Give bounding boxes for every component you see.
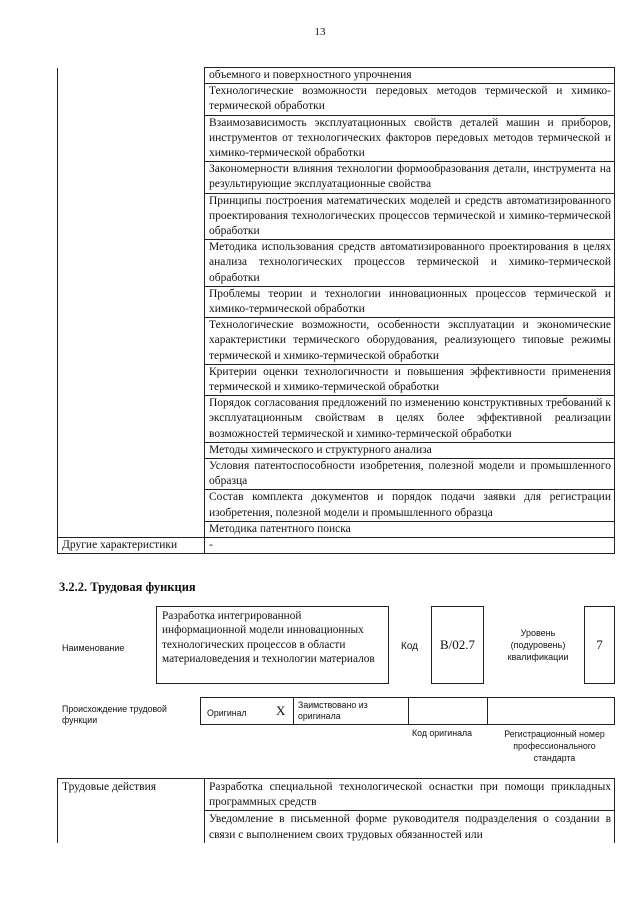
table-row [58, 779, 615, 811]
knowledge-item: Критерии оценки технологичности и повышения эффективности применения термической и химико-термической обработки [205, 364, 615, 395]
function-name-box [156, 606, 389, 684]
table-row [58, 68, 615, 84]
other-characteristics-value: - [205, 538, 615, 554]
knowledge-item: Состав комплекта документов и порядок подачи заявки для регистрации изобретения, полезной модели и промышленного образца [205, 490, 615, 521]
table-row [58, 538, 615, 554]
knowledge-item: Технологические возможности, особенности эксплуатации и экономические характеристики термического оборудования, реализующего типовые режимы термической и химико-термической обработки [205, 318, 615, 365]
other-characteristics-label: Другие характеристики [58, 538, 205, 554]
section-title: 3.2.2. Трудовая функция [59, 580, 196, 594]
code-value: B/02.7 [439, 637, 476, 652]
level-box [584, 606, 615, 684]
knowledge-item: Взаимозависимость эксплуатационных свойств деталей машин и приборов, инструментов от технологических факторов передовых методов термической и химико-термической обработки [205, 115, 615, 162]
reg-number-label: Регистрационный номер профессионального стандарта [504, 729, 605, 763]
knowledge-item: Условия патентоспособности изобретения, полезной модели и промышленного образца [205, 459, 615, 490]
knowledge-item: Методика использования средств автоматизированного проектирования в целях анализа технологических процессов термической и химико-термической обработки [205, 240, 615, 287]
original-label: Оригинал [207, 708, 247, 718]
borrowed-cell [293, 698, 407, 724]
knowledge-item: Технологические возможности передовых методов термической и химико-термической обработки [205, 84, 615, 115]
page-number: 13 [314, 26, 326, 38]
action-item: Уведомление в письменной форме руководителя подразделения о создании в связи с выполнением своих трудовых обязанностей или [205, 811, 615, 843]
origin-row [200, 697, 615, 725]
code-box [431, 606, 484, 684]
knowledge-item: Методика патентного поиска [205, 521, 615, 537]
function-name: Разработка интегрированной информационной модели инновационных технологических процессов в области материаловедения и технологии материалов [162, 610, 375, 665]
knowledge-item: Проблемы теории и технологии инновационных процессов термической и химико-термической обработки [205, 286, 615, 317]
code-original-cell [408, 698, 487, 724]
code-label: Код [401, 641, 419, 652]
reg-number-cell [487, 698, 615, 724]
knowledge-item: Принципы построения математических моделей и средств автоматизированного проектирования технологических процессов термической и химико-термической обработки [205, 193, 615, 240]
code-original-label: Код оригинала [412, 728, 472, 738]
borrowed-label: Заимствовано из оригинала [298, 700, 368, 721]
knowledge-label-cell [58, 68, 205, 538]
level-label: Уровень (подуровень) квалификации [507, 628, 569, 662]
actions-label: Трудовые действия [58, 779, 205, 843]
origin-label: Происхождение трудовой функции [62, 704, 167, 725]
actions-table [57, 778, 615, 843]
knowledge-item: Порядок согласования предложений по изменению конструктивных требований к эксплуатационным свойствам в целях более эффективной реализации возможностей термической и химико-термической обработки [205, 396, 615, 443]
knowledge-item: объемного и поверхностного упрочнения [205, 68, 615, 84]
knowledge-item: Методы химического и структурного анализа [205, 442, 615, 458]
original-mark: X [276, 703, 286, 718]
knowledge-item: Закономерности влияния технологии формообразования детали, инструмента на результирующие эксплуатационные свойства [205, 162, 615, 193]
action-item: Разработка специальной технологической оснастки при помощи прикладных программных средств [205, 779, 615, 811]
name-label: Наименование [62, 643, 125, 653]
level-value: 7 [596, 637, 603, 652]
knowledge-table [57, 67, 615, 554]
